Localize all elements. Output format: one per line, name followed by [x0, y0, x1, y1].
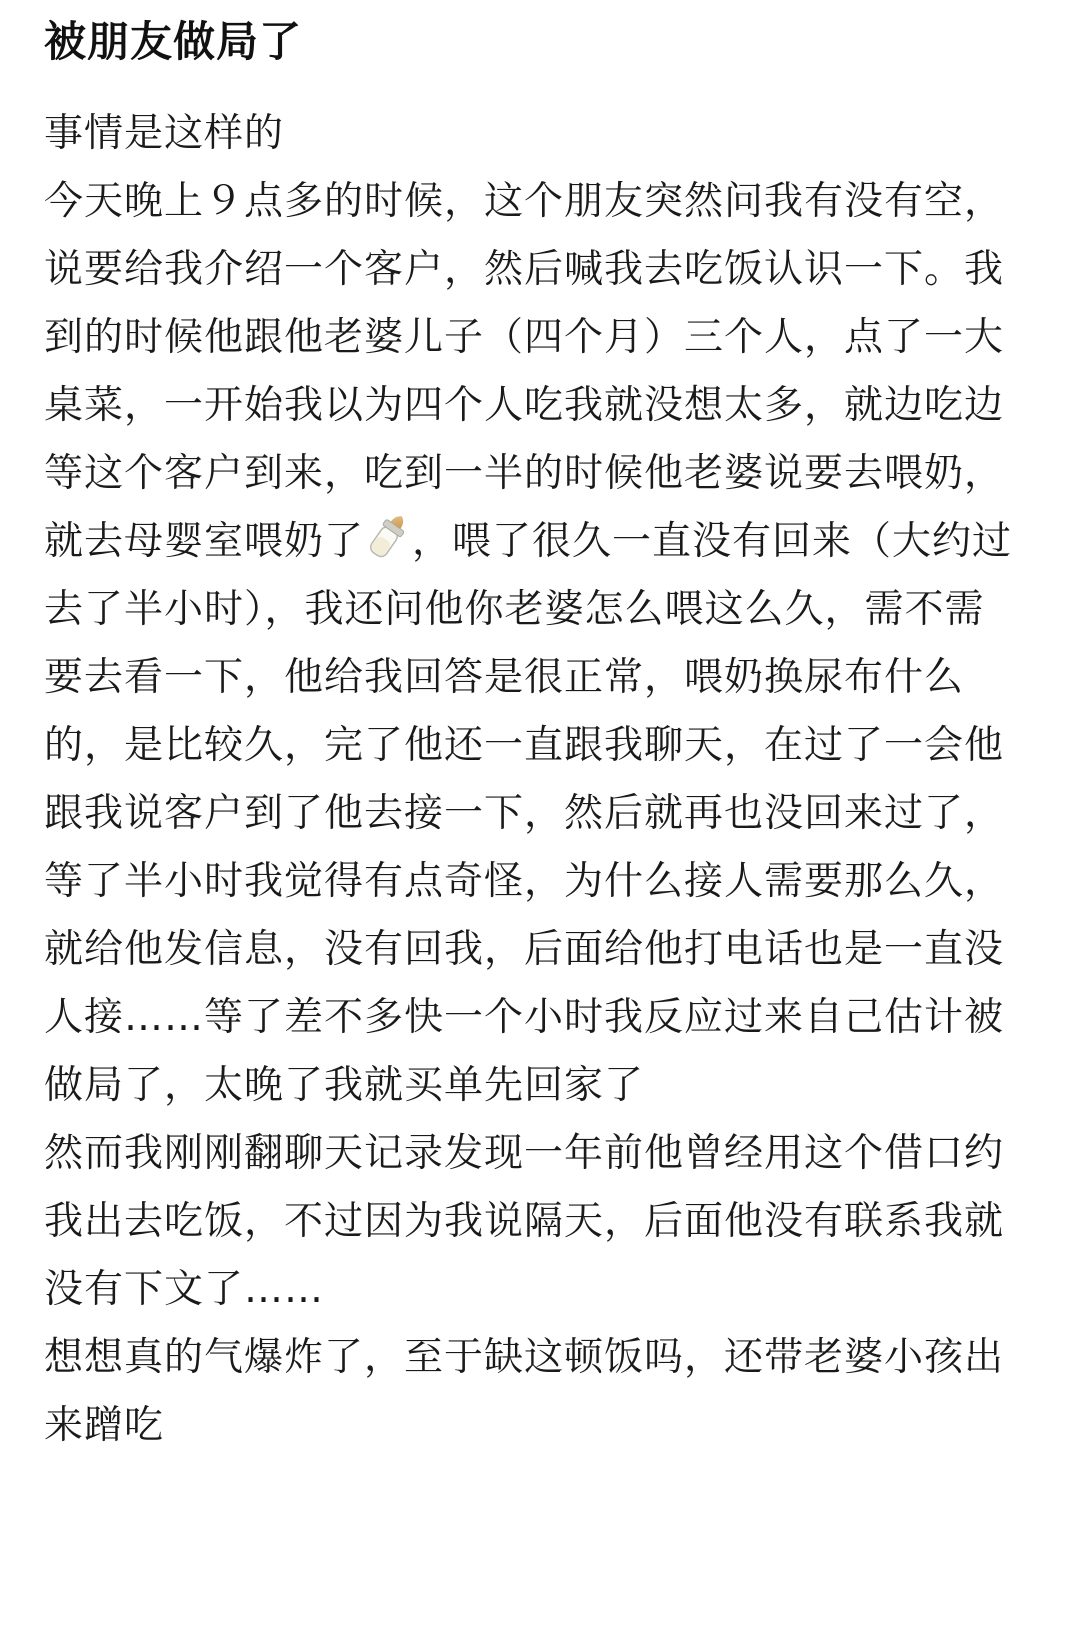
paragraph-story-part-1: 今天晚上９点多的时候，这个朋友突然问我有没有空，说要给我介绍一个客户，然后喊我去吃饭认识一下。我到的时候他跟他老婆儿子（四个月）三个人，点了一大桌菜，一开始我以为四个人吃我就没想太多，就边吃边等这个客户到来，吃到一半的时候他老婆说要去喂奶，就去母婴室喂奶了 — [44, 179, 1005, 564]
baby-bottle-icon — [368, 510, 408, 562]
post-body — [44, 100, 1022, 1460]
paragraph-discovery: 然而我刚刚翻聊天记录发现一年前他曾经用这个借口约我出去吃饭，不过因为我说隔天，后面他没有联系我就没有下文了…… — [44, 1131, 1005, 1312]
paragraph-story-part-2: ，喂了很久一直没有回来（大约过去了半小时），我还问他你老婆怎么喂这么久，需不需要去看一下，他给我回答是很正常，喂奶换尿布什么的，是比较久，完了他还一直跟我聊天，在过了一会他跟我说客户到了他去接一下，然后就再也没回来过了，等了半小时我觉得有点奇怪，为什么接人需要那么久，就给他发信息，没有回我，后面给他打电话也是一直没人接……等了差不多快一个小时我反应过来自己估计被做局了，太晚了我就买单先回家了 — [44, 519, 1013, 1108]
paragraph-intro: 事情是这样的 — [44, 111, 285, 156]
paragraph-story — [44, 168, 1022, 1120]
post-title: 被朋友做局了 — [44, 17, 303, 66]
paragraph-conclusion: 想想真的气爆炸了，至于缺这顿饭吗，还带老婆小孩出来蹭吃 — [44, 1335, 1005, 1448]
